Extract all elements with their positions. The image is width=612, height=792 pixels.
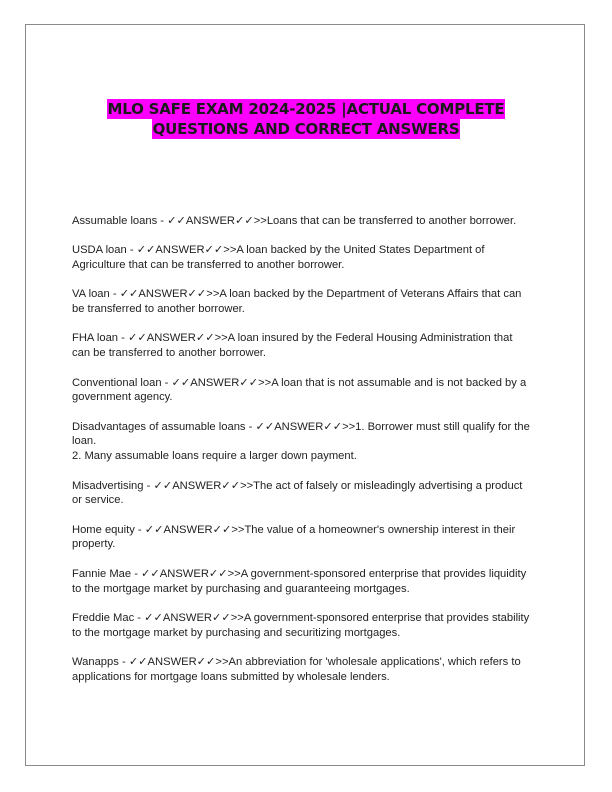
entry-separator: - [157,215,168,227]
answer-marker: ✓✓ANSWER✓✓>> [144,523,245,536]
entry-term: Conventional loan [72,376,162,389]
entry-separator: - [134,611,145,624]
entry-term: Misadvertising [72,479,144,492]
qa-list [72,214,532,699]
entry-definition: A government-sponsored enterprise that provides stability to the mortgage market by purchasing and securitizing mortgages. [72,611,530,639]
entry-definition: 1. Borrower must still qualify for the loan. 2. Many assumable loans require a larger down payment. [72,420,530,463]
answer-marker: ✓✓ANSWER✓✓>> [171,376,272,389]
qa-entry [72,655,532,685]
answer-marker: ✓✓ANSWER✓✓>> [167,215,267,227]
entry-separator: - [245,420,256,433]
entry-definition: The act of falsely or misleadingly advertising a product or service. [72,479,523,507]
qa-entry [72,214,532,229]
entry-definition: An abbreviation for 'wholesale applications', which refers to applications for mortgage loans submitted by wholesale lenders. [72,655,521,683]
title-line-1: MLO SAFE EXAM 2024-2025 |ACTUAL COMPLETE [107,100,505,118]
answer-marker: ✓✓ANSWER✓✓>> [128,655,229,668]
answer-marker: ✓✓ANSWER✓✓>> [255,420,356,433]
entry-definition: A loan that is not assumable and is not backed by a government agency. [72,376,527,404]
document-title [0,99,612,139]
answer-marker: ✓✓ANSWER✓✓>> [144,611,244,624]
answer-marker: ✓✓ANSWER✓✓>> [136,244,237,257]
answer-marker: ✓✓ANSWER✓✓>> [153,479,254,492]
entry-term: Fannie Mae [72,567,132,580]
title-line-2: QUESTIONS AND CORRECT ANSWERS [152,120,460,138]
entry-term: Assumable loans [72,215,158,227]
qa-entry [72,479,532,509]
entry-separator: - [118,655,129,668]
entry-separator: - [143,479,154,492]
answer-marker: ✓✓ANSWER✓✓>> [127,332,228,345]
entry-definition: A loan backed by the United States Department of Agriculture that can be transferred to another borrower. [72,244,485,272]
qa-entry [72,376,532,406]
entry-term: Freddie Mac [72,611,135,624]
entry-separator: - [126,244,137,257]
qa-entry [72,420,532,464]
entry-definition: A loan insured by the Federal Housing Administration that can be transferred to another borrower. [72,332,513,360]
qa-entry [72,243,532,273]
entry-term: Disadvantages of assumable loans [72,420,246,433]
entry-term: FHA loan [72,332,119,345]
entry-definition: A loan backed by the Department of Veterans Affairs that can be transferred to another borrower. [72,288,522,316]
qa-entry [72,331,532,361]
qa-entry [72,287,532,317]
qa-entry [72,567,532,597]
entry-term: Wanapps [72,655,119,668]
entry-term: USDA loan [72,244,127,257]
entry-definition: A government-sponsored enterprise that provides liquidity to the mortgage market by purchasing and guaranteeing mortgages. [72,567,527,595]
entry-separator: - [109,288,120,301]
entry-separator: - [118,332,128,345]
entry-separator: - [161,376,172,389]
qa-entry [72,523,532,553]
entry-separator: - [131,567,142,580]
entry-term: Home equity [72,523,135,536]
entry-definition: Loans that can be transferred to another borrower. [266,215,517,227]
entry-term: VA loan [72,288,110,301]
entry-definition: The value of a homeowner's ownership interest in their property. [72,523,516,551]
qa-entry [72,611,532,641]
answer-marker: ✓✓ANSWER✓✓>> [119,288,220,301]
answer-marker: ✓✓ANSWER✓✓>> [141,567,241,580]
entry-separator: - [134,523,145,536]
